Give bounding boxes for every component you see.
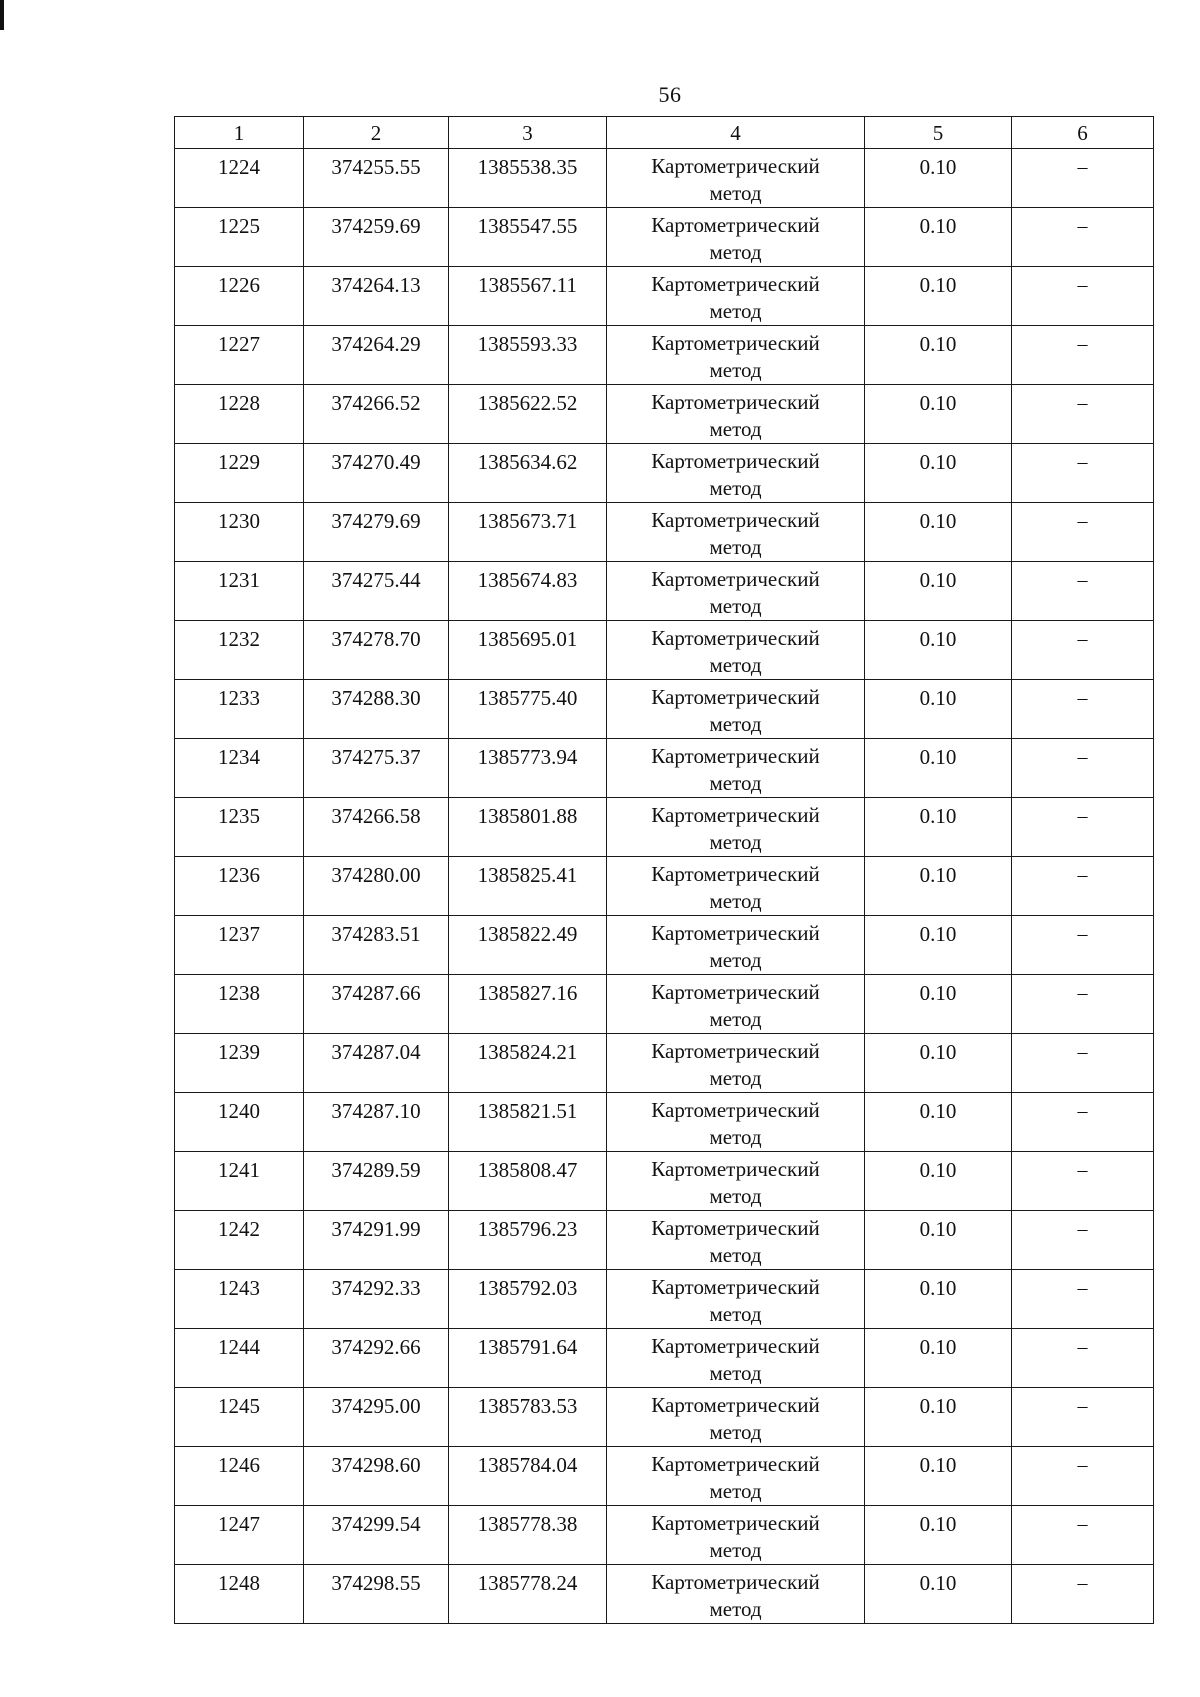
table-header	[175, 117, 1154, 149]
point-number-cell: 1226	[175, 267, 304, 326]
method-line-2: метод	[709, 1420, 762, 1444]
accuracy-cell: 0.10	[865, 916, 1012, 975]
method-line-2: метод	[709, 830, 762, 854]
note-cell: –	[1012, 1329, 1154, 1388]
method-cell	[607, 739, 865, 798]
table-row	[175, 739, 1154, 798]
y-coordinate-cell: 1385808.47	[449, 1152, 607, 1211]
table-row	[175, 503, 1154, 562]
method-line-1: Картометрический	[651, 1334, 820, 1358]
table-row	[175, 385, 1154, 444]
method-cell	[607, 916, 865, 975]
method-cell	[607, 1506, 865, 1565]
point-number-cell: 1240	[175, 1093, 304, 1152]
note-cell: –	[1012, 1388, 1154, 1447]
accuracy-cell: 0.10	[865, 1565, 1012, 1624]
method-line-2: метод	[709, 1007, 762, 1031]
note-cell: –	[1012, 857, 1154, 916]
table-row	[175, 1388, 1154, 1447]
method-cell	[607, 326, 865, 385]
header-col-2: 2	[304, 117, 449, 149]
accuracy-cell: 0.10	[865, 1506, 1012, 1565]
point-number-cell: 1243	[175, 1270, 304, 1329]
method-line-1: Картометрический	[651, 567, 820, 591]
method-cell	[607, 798, 865, 857]
y-coordinate-cell: 1385784.04	[449, 1447, 607, 1506]
method-line-2: метод	[709, 1184, 762, 1208]
point-number-cell: 1246	[175, 1447, 304, 1506]
accuracy-cell: 0.10	[865, 503, 1012, 562]
note-cell: –	[1012, 503, 1154, 562]
y-coordinate-cell: 1385547.55	[449, 208, 607, 267]
accuracy-cell: 0.10	[865, 1152, 1012, 1211]
table-row	[175, 916, 1154, 975]
method-line-1: Картометрический	[651, 862, 820, 886]
table-row	[175, 680, 1154, 739]
method-line-1: Картометрический	[651, 1216, 820, 1240]
point-number-cell: 1242	[175, 1211, 304, 1270]
x-coordinate-cell: 374291.99	[304, 1211, 449, 1270]
method-line-2: метод	[709, 653, 762, 677]
y-coordinate-cell: 1385567.11	[449, 267, 607, 326]
method-cell	[607, 1388, 865, 1447]
point-number-cell: 1231	[175, 562, 304, 621]
method-line-1: Картометрический	[651, 1393, 820, 1417]
note-cell: –	[1012, 621, 1154, 680]
note-cell: –	[1012, 1034, 1154, 1093]
accuracy-cell: 0.10	[865, 621, 1012, 680]
table-row	[175, 1152, 1154, 1211]
y-coordinate-cell: 1385538.35	[449, 149, 607, 208]
x-coordinate-cell: 374287.66	[304, 975, 449, 1034]
method-line-2: метод	[709, 948, 762, 972]
x-coordinate-cell: 374289.59	[304, 1152, 449, 1211]
point-number-cell: 1245	[175, 1388, 304, 1447]
y-coordinate-cell: 1385827.16	[449, 975, 607, 1034]
x-coordinate-cell: 374278.70	[304, 621, 449, 680]
accuracy-cell: 0.10	[865, 1093, 1012, 1152]
method-line-2: метод	[709, 1066, 762, 1090]
accuracy-cell: 0.10	[865, 208, 1012, 267]
x-coordinate-cell: 374299.54	[304, 1506, 449, 1565]
note-cell: –	[1012, 267, 1154, 326]
point-number-cell: 1227	[175, 326, 304, 385]
method-line-2: метод	[709, 299, 762, 323]
x-coordinate-cell: 374255.55	[304, 149, 449, 208]
note-cell: –	[1012, 680, 1154, 739]
accuracy-cell: 0.10	[865, 1270, 1012, 1329]
accuracy-cell: 0.10	[865, 326, 1012, 385]
method-line-1: Картометрический	[651, 1275, 820, 1299]
x-coordinate-cell: 374298.55	[304, 1565, 449, 1624]
method-line-1: Картометрический	[651, 449, 820, 473]
method-line-2: метод	[709, 1243, 762, 1267]
method-cell	[607, 267, 865, 326]
point-number-cell: 1232	[175, 621, 304, 680]
note-cell: –	[1012, 444, 1154, 503]
header-col-1: 1	[175, 117, 304, 149]
point-number-cell: 1224	[175, 149, 304, 208]
note-cell: –	[1012, 1270, 1154, 1329]
y-coordinate-cell: 1385796.23	[449, 1211, 607, 1270]
table-row	[175, 1329, 1154, 1388]
y-coordinate-cell: 1385824.21	[449, 1034, 607, 1093]
method-line-1: Картометрический	[651, 1157, 820, 1181]
method-cell	[607, 1093, 865, 1152]
x-coordinate-cell: 374292.33	[304, 1270, 449, 1329]
method-cell	[607, 1034, 865, 1093]
point-number-cell: 1238	[175, 975, 304, 1034]
accuracy-cell: 0.10	[865, 798, 1012, 857]
point-number-cell: 1225	[175, 208, 304, 267]
y-coordinate-cell: 1385821.51	[449, 1093, 607, 1152]
note-cell: –	[1012, 1093, 1154, 1152]
header-col-6: 6	[1012, 117, 1154, 149]
accuracy-cell: 0.10	[865, 267, 1012, 326]
method-line-1: Картометрический	[651, 390, 820, 414]
method-line-2: метод	[709, 1538, 762, 1562]
method-line-2: метод	[709, 889, 762, 913]
table-row	[175, 267, 1154, 326]
table-row	[175, 1447, 1154, 1506]
y-coordinate-cell: 1385791.64	[449, 1329, 607, 1388]
y-coordinate-cell: 1385822.49	[449, 916, 607, 975]
point-number-cell: 1244	[175, 1329, 304, 1388]
method-line-1: Картометрический	[651, 803, 820, 827]
method-line-2: метод	[709, 1125, 762, 1149]
method-cell	[607, 385, 865, 444]
point-number-cell: 1239	[175, 1034, 304, 1093]
note-cell: –	[1012, 1211, 1154, 1270]
accuracy-cell: 0.10	[865, 385, 1012, 444]
table-row	[175, 857, 1154, 916]
accuracy-cell: 0.10	[865, 1034, 1012, 1093]
table-row	[175, 326, 1154, 385]
method-line-2: метод	[709, 771, 762, 795]
method-line-2: метод	[709, 1361, 762, 1385]
method-line-1: Картометрический	[651, 744, 820, 768]
table-row	[175, 798, 1154, 857]
method-line-2: метод	[709, 181, 762, 205]
accuracy-cell: 0.10	[865, 1388, 1012, 1447]
point-number-cell: 1247	[175, 1506, 304, 1565]
method-line-1: Картометрический	[651, 1098, 820, 1122]
accuracy-cell: 0.10	[865, 680, 1012, 739]
table-row	[175, 1506, 1154, 1565]
header-col-3: 3	[449, 117, 607, 149]
x-coordinate-cell: 374283.51	[304, 916, 449, 975]
method-cell	[607, 975, 865, 1034]
x-coordinate-cell: 374295.00	[304, 1388, 449, 1447]
x-coordinate-cell: 374287.04	[304, 1034, 449, 1093]
point-number-cell: 1235	[175, 798, 304, 857]
table-row	[175, 208, 1154, 267]
table-row	[175, 562, 1154, 621]
accuracy-cell: 0.10	[865, 562, 1012, 621]
x-coordinate-cell: 374292.66	[304, 1329, 449, 1388]
note-cell: –	[1012, 798, 1154, 857]
note-cell: –	[1012, 326, 1154, 385]
y-coordinate-cell: 1385634.62	[449, 444, 607, 503]
method-cell	[607, 1211, 865, 1270]
table-body	[175, 149, 1154, 1624]
note-cell: –	[1012, 208, 1154, 267]
method-line-1: Картометрический	[651, 1452, 820, 1476]
note-cell: –	[1012, 562, 1154, 621]
x-coordinate-cell: 374288.30	[304, 680, 449, 739]
point-number-cell: 1236	[175, 857, 304, 916]
accuracy-cell: 0.10	[865, 149, 1012, 208]
method-line-1: Картометрический	[651, 685, 820, 709]
accuracy-cell: 0.10	[865, 1329, 1012, 1388]
x-coordinate-cell: 374280.00	[304, 857, 449, 916]
method-cell	[607, 857, 865, 916]
method-line-2: метод	[709, 417, 762, 441]
table-row	[175, 1034, 1154, 1093]
header-col-4: 4	[607, 117, 865, 149]
y-coordinate-cell: 1385775.40	[449, 680, 607, 739]
method-cell	[607, 149, 865, 208]
point-number-cell: 1233	[175, 680, 304, 739]
note-cell: –	[1012, 1506, 1154, 1565]
method-line-1: Картометрический	[651, 272, 820, 296]
table-row	[175, 621, 1154, 680]
table-row	[175, 444, 1154, 503]
x-coordinate-cell: 374279.69	[304, 503, 449, 562]
method-line-1: Картометрический	[651, 1511, 820, 1535]
method-line-2: метод	[709, 712, 762, 736]
x-coordinate-cell: 374264.13	[304, 267, 449, 326]
method-line-2: метод	[709, 594, 762, 618]
x-coordinate-cell: 374270.49	[304, 444, 449, 503]
y-coordinate-cell: 1385695.01	[449, 621, 607, 680]
method-cell	[607, 208, 865, 267]
note-cell: –	[1012, 1152, 1154, 1211]
method-line-2: метод	[709, 358, 762, 382]
x-coordinate-cell: 374275.44	[304, 562, 449, 621]
y-coordinate-cell: 1385773.94	[449, 739, 607, 798]
x-coordinate-cell: 374275.37	[304, 739, 449, 798]
point-number-cell: 1229	[175, 444, 304, 503]
accuracy-cell: 0.10	[865, 1447, 1012, 1506]
method-cell	[607, 1152, 865, 1211]
x-coordinate-cell: 374259.69	[304, 208, 449, 267]
accuracy-cell: 0.10	[865, 1211, 1012, 1270]
method-line-1: Картометрический	[651, 1570, 820, 1594]
point-number-cell: 1234	[175, 739, 304, 798]
x-coordinate-cell: 374266.58	[304, 798, 449, 857]
accuracy-cell: 0.10	[865, 857, 1012, 916]
y-coordinate-cell: 1385778.24	[449, 1565, 607, 1624]
table-row	[175, 975, 1154, 1034]
note-cell: –	[1012, 916, 1154, 975]
table-row	[175, 1211, 1154, 1270]
accuracy-cell: 0.10	[865, 975, 1012, 1034]
method-cell	[607, 1447, 865, 1506]
page-number: 56	[658, 82, 682, 107]
method-line-1: Картометрический	[651, 1039, 820, 1063]
note-cell: –	[1012, 1565, 1154, 1624]
method-cell	[607, 1565, 865, 1624]
method-line-2: метод	[709, 1597, 762, 1621]
accuracy-cell: 0.10	[865, 739, 1012, 798]
table-row	[175, 1270, 1154, 1329]
x-coordinate-cell: 374298.60	[304, 1447, 449, 1506]
y-coordinate-cell: 1385783.53	[449, 1388, 607, 1447]
method-cell	[607, 680, 865, 739]
method-line-2: метод	[709, 240, 762, 264]
header-col-5: 5	[865, 117, 1012, 149]
coordinates-table	[174, 116, 1154, 1624]
method-cell	[607, 562, 865, 621]
method-line-2: метод	[709, 1302, 762, 1326]
method-cell	[607, 503, 865, 562]
accuracy-cell: 0.10	[865, 444, 1012, 503]
y-coordinate-cell: 1385593.33	[449, 326, 607, 385]
point-number-cell: 1230	[175, 503, 304, 562]
method-line-1: Картометрический	[651, 508, 820, 532]
table-row	[175, 1093, 1154, 1152]
method-line-2: метод	[709, 476, 762, 500]
y-coordinate-cell: 1385778.38	[449, 1506, 607, 1565]
y-coordinate-cell: 1385801.88	[449, 798, 607, 857]
method-line-1: Картометрический	[651, 921, 820, 945]
note-cell: –	[1012, 385, 1154, 444]
x-coordinate-cell: 374287.10	[304, 1093, 449, 1152]
table-row	[175, 1565, 1154, 1624]
point-number-cell: 1241	[175, 1152, 304, 1211]
x-coordinate-cell: 374264.29	[304, 326, 449, 385]
method-line-2: метод	[709, 535, 762, 559]
note-cell: –	[1012, 739, 1154, 798]
point-number-cell: 1228	[175, 385, 304, 444]
y-coordinate-cell: 1385622.52	[449, 385, 607, 444]
y-coordinate-cell: 1385825.41	[449, 857, 607, 916]
note-cell: –	[1012, 975, 1154, 1034]
scan-edge-mark	[0, 0, 4, 30]
method-line-1: Картометрический	[651, 154, 820, 178]
y-coordinate-cell: 1385673.71	[449, 503, 607, 562]
y-coordinate-cell: 1385674.83	[449, 562, 607, 621]
method-cell	[607, 444, 865, 503]
header-row	[175, 117, 1154, 149]
method-line-1: Картометрический	[651, 213, 820, 237]
note-cell: –	[1012, 149, 1154, 208]
method-cell	[607, 621, 865, 680]
method-line-1: Картометрический	[651, 626, 820, 650]
point-number-cell: 1237	[175, 916, 304, 975]
y-coordinate-cell: 1385792.03	[449, 1270, 607, 1329]
table-row	[175, 149, 1154, 208]
point-number-cell: 1248	[175, 1565, 304, 1624]
method-cell	[607, 1329, 865, 1388]
x-coordinate-cell: 374266.52	[304, 385, 449, 444]
method-cell	[607, 1270, 865, 1329]
method-line-2: метод	[709, 1479, 762, 1503]
method-line-1: Картометрический	[651, 980, 820, 1004]
method-line-1: Картометрический	[651, 331, 820, 355]
note-cell: –	[1012, 1447, 1154, 1506]
